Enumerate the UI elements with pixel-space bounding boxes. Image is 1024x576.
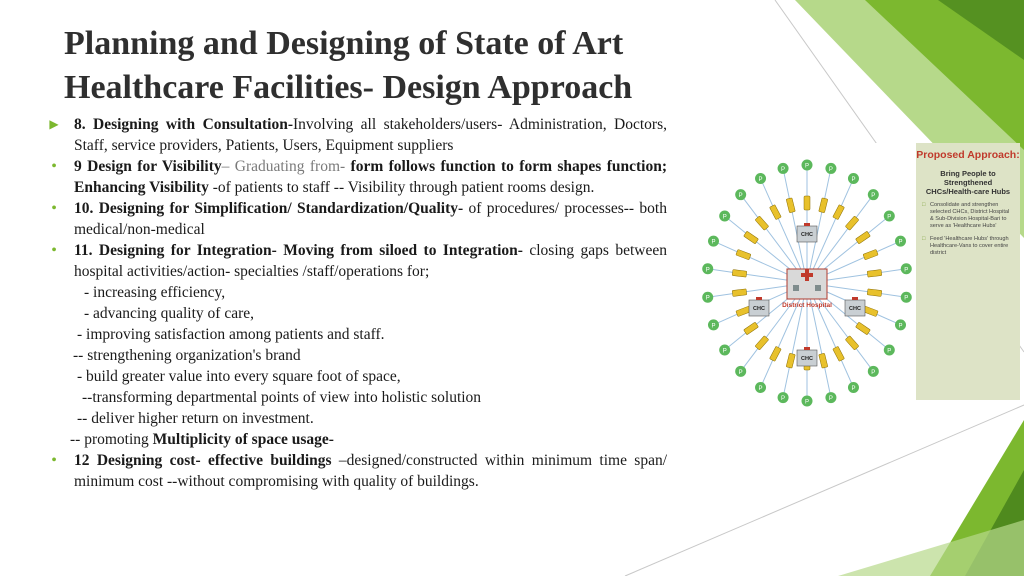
sub-point: - increasing efficiency, xyxy=(84,284,226,301)
dot-bullet-icon: • xyxy=(51,242,57,259)
phc-node xyxy=(848,382,859,393)
chc-building-icon xyxy=(797,223,817,242)
chc-label: CHC xyxy=(849,306,861,312)
sub-point-last xyxy=(70,429,667,450)
healthcare-van-icon xyxy=(845,216,859,230)
svg-text:P: P xyxy=(804,399,810,406)
healthcare-van-icon xyxy=(819,353,828,368)
chc-label: CHC xyxy=(753,306,765,312)
svg-text:P: P xyxy=(887,348,892,355)
item-heading: 10. Designing for Simplification/ Standardization/Quality- xyxy=(74,200,464,217)
svg-text:P: P xyxy=(705,267,710,274)
bullet-icon: □ xyxy=(922,236,926,242)
item-text: -of patients to staff -- Visibility through patient rooms design. xyxy=(208,179,595,196)
chc-label: CHC xyxy=(801,232,813,238)
bullet-list xyxy=(45,114,667,492)
sub-point-bold: Multiplicity of space usage- xyxy=(152,431,334,448)
sub-point: - advancing quality of care, xyxy=(84,305,254,322)
list-item xyxy=(45,450,667,492)
healthcare-van-icon xyxy=(736,249,751,260)
svg-text:P: P xyxy=(781,166,786,173)
svg-text:P: P xyxy=(828,396,833,403)
healthcare-van-icon xyxy=(867,270,882,278)
svg-text:P: P xyxy=(871,193,876,200)
item-heading-2: form follows function to form shapes function; Enhancing Visibility xyxy=(74,158,667,196)
dot-bullet-icon: • xyxy=(51,200,57,217)
panel-point-text: Feed 'Healthcare Hubs' through Healthcare-Vans to cover entire district xyxy=(930,236,1009,256)
proposed-approach-panel xyxy=(916,143,1020,400)
item-heading: 12 Designing cost- effective buildings xyxy=(74,452,332,469)
phc-node xyxy=(868,366,879,377)
svg-text:P: P xyxy=(711,239,716,246)
phc-node xyxy=(901,263,912,274)
sub-point: - improving satisfaction among patients and staff. xyxy=(77,326,385,343)
item-text-grey: – Graduating from- xyxy=(221,158,351,175)
svg-text:P: P xyxy=(804,163,810,170)
healthcare-van-icon xyxy=(845,336,859,350)
svg-text:P: P xyxy=(904,267,909,274)
svg-text:P: P xyxy=(722,348,727,355)
phc-node xyxy=(895,236,906,247)
svg-text:P: P xyxy=(898,323,903,330)
hub-diagram xyxy=(697,143,916,406)
list-item xyxy=(45,198,667,240)
phc-node xyxy=(825,163,836,174)
district-hospital-icon xyxy=(787,269,827,299)
svg-text:P: P xyxy=(711,323,716,330)
panel-title: Proposed Approach: xyxy=(916,149,1020,161)
phc-node xyxy=(719,345,730,356)
chc-building-icon xyxy=(749,297,769,316)
healthcare-van-icon xyxy=(755,336,769,350)
healthcare-van-icon xyxy=(744,322,759,335)
list-item xyxy=(45,156,667,198)
phc-node xyxy=(895,319,906,330)
list-item xyxy=(45,114,667,156)
svg-text:P: P xyxy=(851,385,856,392)
svg-text:P: P xyxy=(851,177,856,184)
phc-node xyxy=(884,345,895,356)
svg-text:P: P xyxy=(887,214,892,221)
phc-node xyxy=(735,189,746,200)
item-text: –designed/constructed within minimum time span/ minimum cost --without compromising with quality of buildings. xyxy=(74,452,668,490)
healthcare-van-icon xyxy=(833,205,845,220)
healthcare-van-icon xyxy=(732,270,747,278)
item-heading: 8. Designing with Consultation- xyxy=(74,116,293,133)
healthcare-hub-figure xyxy=(697,143,1020,406)
svg-text:P: P xyxy=(705,295,710,302)
phc-node xyxy=(884,210,895,221)
panel-point-text: Consolidate and strengthen selected CHCs, District Hospital & Sub-Division Hospital-Bari to serve as 'Healthcare Hubs' xyxy=(930,202,1010,229)
title-line-1: Planning and Designing of State of Art xyxy=(64,25,624,62)
healthcare-van-icon xyxy=(833,346,845,361)
bullet-icon: □ xyxy=(922,202,926,208)
phc-node xyxy=(901,292,912,303)
dot-bullet-icon: • xyxy=(51,452,57,469)
item-heading: 11. Designing for Integration- Moving from siloed to Integration- xyxy=(74,242,523,259)
item-text: Involving all stakeholders/users- Administration, Doctors, Staff, service providers, Patients, Users, Equipment suppliers xyxy=(74,116,667,154)
svg-text:P: P xyxy=(904,295,909,302)
district-hospital-label: District Hospital xyxy=(782,302,832,309)
phc-node xyxy=(719,210,730,221)
item-text: closing gaps between hospital activities/action- specialties /staff/operations for; xyxy=(74,242,668,280)
healthcare-van-icon xyxy=(755,216,769,230)
svg-text:P: P xyxy=(828,166,833,173)
healthcare-van-icon xyxy=(804,196,810,210)
svg-text:P: P xyxy=(758,177,763,184)
healthcare-van-icon xyxy=(855,322,870,335)
healthcare-van-icon xyxy=(744,231,759,244)
healthcare-van-icon xyxy=(786,353,795,368)
chc-building-icon xyxy=(845,297,865,316)
item-text: of procedures/ processes-- both medical/non-medical xyxy=(74,200,667,238)
phc-node xyxy=(825,392,836,403)
healthcare-van-icon xyxy=(855,231,870,244)
healthcare-van-icon xyxy=(769,205,781,220)
chc-building-icon xyxy=(797,347,817,366)
phc-node xyxy=(708,236,719,247)
phc-node xyxy=(755,173,766,184)
healthcare-van-icon xyxy=(863,249,878,260)
panel-point xyxy=(922,236,1014,257)
phc-node xyxy=(802,160,813,171)
title-line-2: Healthcare Facilities- Design Approach xyxy=(64,69,633,106)
svg-text:P: P xyxy=(871,369,876,376)
svg-text:P: P xyxy=(898,239,903,246)
phc-node xyxy=(802,396,813,407)
panel-point xyxy=(922,202,1014,230)
healthcare-van-icon xyxy=(732,289,747,297)
phc-node xyxy=(868,189,879,200)
svg-text:P: P xyxy=(722,214,727,221)
svg-text:P: P xyxy=(781,396,786,403)
phc-node xyxy=(702,263,713,274)
phc-node xyxy=(778,392,789,403)
svg-text:P: P xyxy=(738,369,743,376)
svg-text:P: P xyxy=(738,193,743,200)
sub-point: -- strengthening organization's brand xyxy=(73,347,301,364)
sub-point: --transforming departmental points of view into holistic solution xyxy=(82,389,482,406)
healthcare-van-icon xyxy=(786,198,795,213)
page-title xyxy=(64,22,764,110)
phc-node xyxy=(778,163,789,174)
phc-node xyxy=(735,366,746,377)
dot-bullet-icon: • xyxy=(51,158,57,175)
triangle-bullet-icon: ▶ xyxy=(49,117,59,131)
healthcare-van-icon xyxy=(819,198,828,213)
item-heading: 9 Design for Visibility xyxy=(74,158,222,175)
healthcare-van-icon xyxy=(867,289,882,297)
phc-node xyxy=(702,292,713,303)
chc-label: CHC xyxy=(801,356,813,362)
sub-point: - build greater value into every square foot of space, xyxy=(77,368,401,385)
sub-point: -- deliver higher return on investment. xyxy=(77,410,314,427)
phc-node xyxy=(848,173,859,184)
phc-node xyxy=(708,319,719,330)
healthcare-van-icon xyxy=(769,346,781,361)
phc-node xyxy=(755,382,766,393)
panel-subtitle: Bring People to Strengthened CHCs/Health-care Hubs xyxy=(925,169,1011,196)
list-item xyxy=(45,240,667,450)
svg-text:P: P xyxy=(758,385,763,392)
sub-point-prefix: -- promoting xyxy=(70,431,153,448)
